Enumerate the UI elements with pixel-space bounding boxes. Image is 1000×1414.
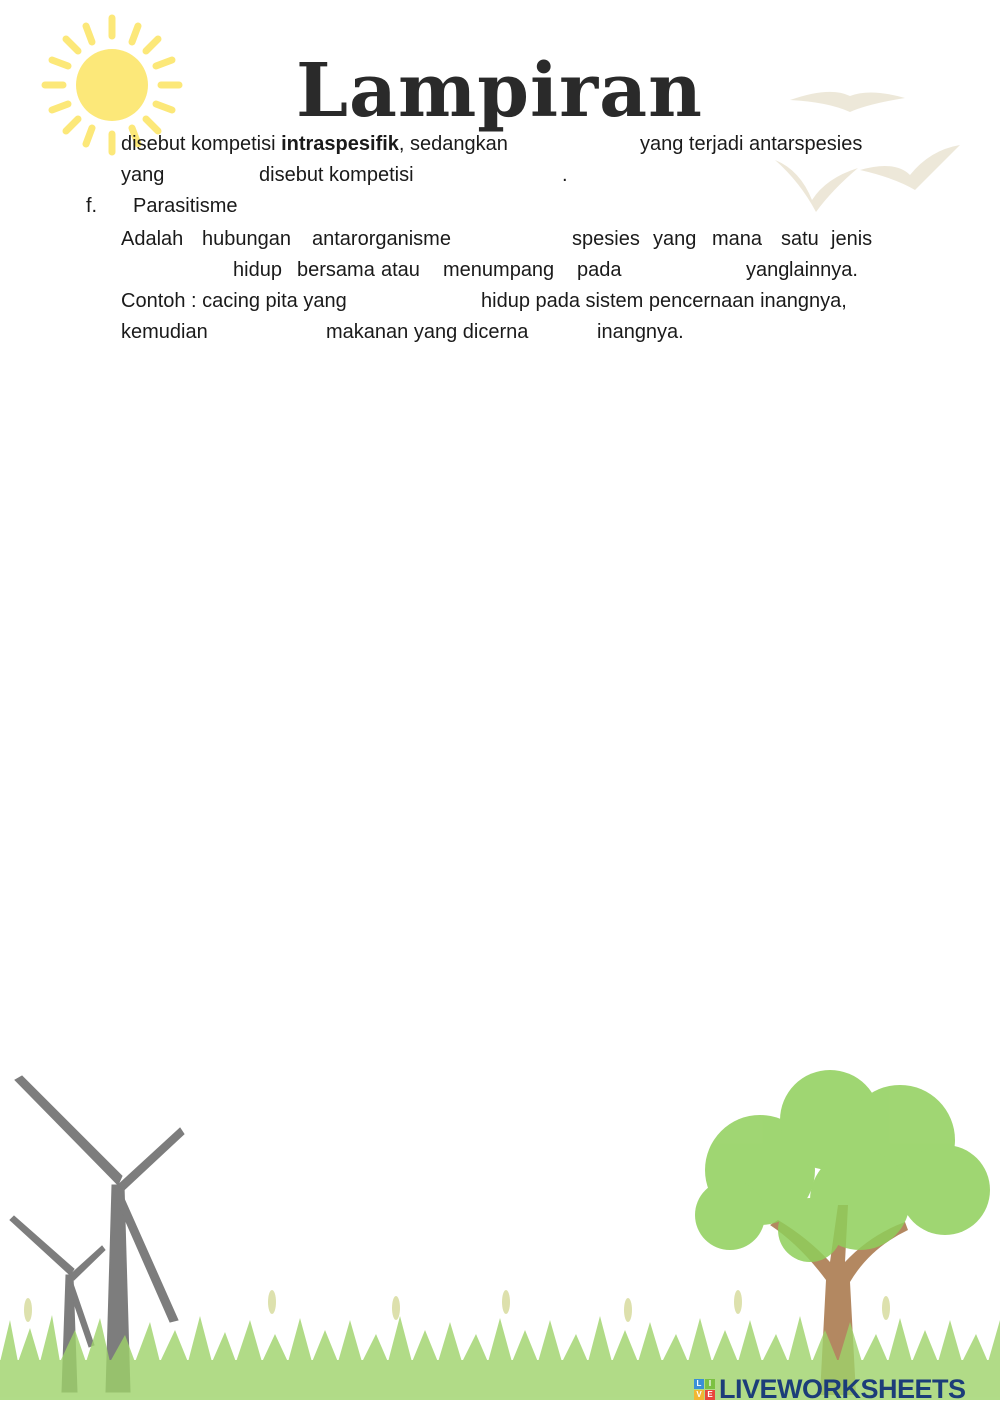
logo-letter: I	[705, 1379, 715, 1389]
text-segment: yang	[746, 259, 790, 281]
text-segment: antarorganisme	[312, 228, 451, 250]
logo-letter: V	[694, 1390, 704, 1400]
text-segment: jenis	[831, 228, 873, 250]
page-title: Lampiran	[296, 48, 703, 134]
liveworksheets-logo[interactable]	[694, 1374, 966, 1405]
text-line	[121, 132, 508, 156]
text-segment: mana	[712, 228, 763, 250]
answer-blank-3[interactable]	[436, 161, 564, 189]
text-segment: spesies	[572, 228, 640, 250]
text-segment: , sedangkan	[398, 133, 508, 155]
text-segment: bersama	[297, 259, 375, 281]
answer-blank-6[interactable]	[630, 256, 744, 284]
text-segment: disebut kompetisi	[121, 133, 276, 155]
text-segment: Adalah	[121, 228, 184, 250]
answer-blank-1[interactable]	[540, 130, 640, 158]
text-segment: Contoh : cacing pita yang	[121, 290, 347, 312]
text-segment: disebut kompetisi	[259, 164, 414, 186]
logo-letter: L	[694, 1379, 704, 1389]
answer-blank-8[interactable]	[222, 318, 324, 346]
text-segment: satu	[781, 228, 819, 250]
answer-blank-9[interactable]	[548, 318, 596, 346]
bold-term: intraspesifik	[281, 133, 399, 155]
answer-blank-7[interactable]	[372, 287, 480, 315]
text-segment: hubungan	[202, 228, 291, 250]
section-heading: Parasitisme	[133, 195, 238, 217]
logo-letter: E	[705, 1390, 715, 1400]
answer-blank-5[interactable]	[121, 256, 231, 284]
text-segment: kemudian	[121, 321, 208, 343]
list-marker: f.	[86, 195, 98, 217]
text-segment: yang terjadi antarspesies	[640, 133, 863, 155]
text-segment: yang	[121, 164, 165, 186]
answer-blank-2[interactable]	[172, 161, 260, 189]
text-segment: pada	[577, 259, 622, 281]
text-segment: .	[562, 164, 568, 186]
text-segment: menumpang	[443, 259, 555, 281]
text-segment: lainnya.	[789, 259, 858, 281]
text-segment: makanan yang dicerna	[326, 321, 529, 343]
brand-name: LIVEWORKSHEETS	[719, 1374, 966, 1404]
text-segment: hidup pada sistem pencernaan inangnya,	[481, 290, 847, 312]
text-segment: yang	[653, 228, 697, 250]
live-logo-icon	[694, 1379, 715, 1400]
answer-blank-4[interactable]	[470, 225, 572, 253]
text-segment: inangnya.	[597, 321, 684, 343]
text-segment: atau	[381, 259, 420, 281]
text-segment: hidup	[233, 259, 282, 281]
